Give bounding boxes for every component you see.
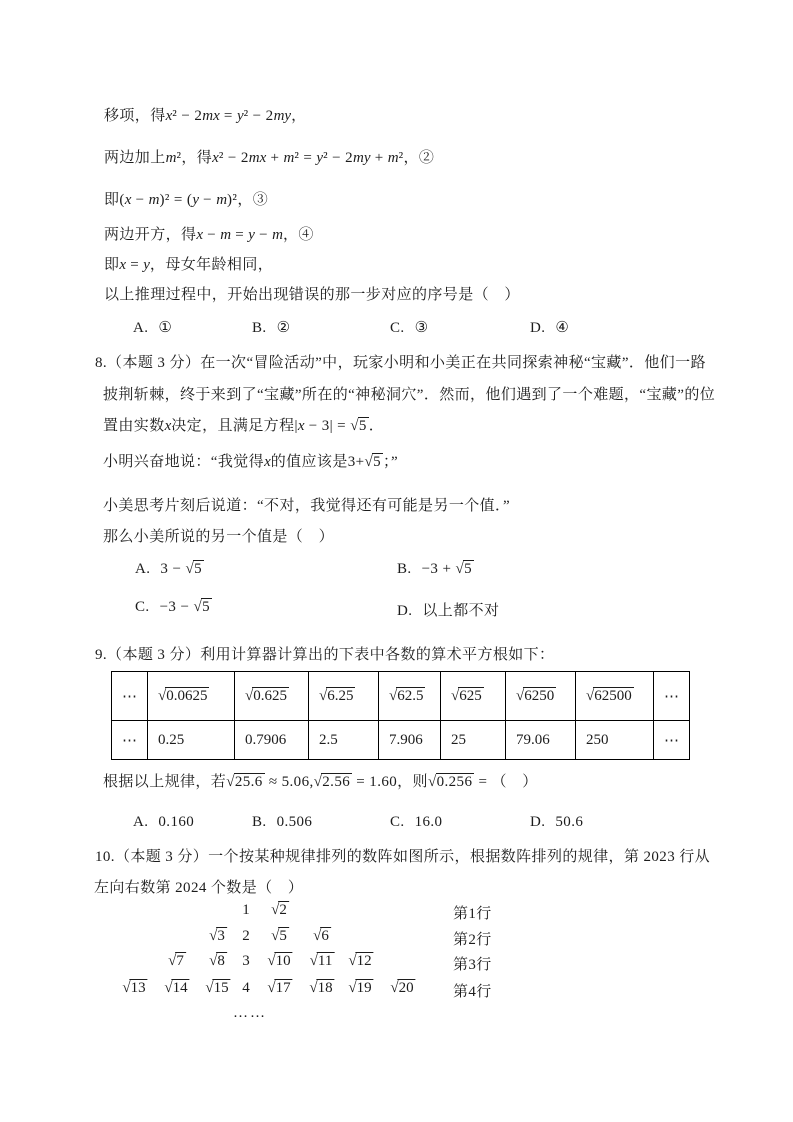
array-cell: 3 [242,953,250,969]
table-cell-ellipsis: ⋯ [654,672,690,721]
q8-options-row-1 [0,561,793,587]
array-cell: 2 [242,928,250,944]
q9-rule-line: 根据以上规律，若√25.6 ≈ 5.06,√2.56 = 1.60，则√0.256 = （ ） [103,774,538,790]
number-array-row-4 [0,980,793,1004]
q9-option-c [390,814,442,831]
option-value: 16.0 [414,814,443,830]
table-cell: 0.25 [148,721,235,760]
q8-options-row-2 [0,599,793,625]
q9-option-b [252,814,312,831]
q7-option-b [252,318,290,337]
table-cell: 2.5 [309,721,379,760]
table-cell: 7.906 [379,721,441,760]
option-value: 0.506 [276,814,313,830]
q8-text-line-3: 置由实数x决定，且满足方程|x − 3| = √5 ． [103,418,385,434]
q8-text-line-1: 8.（本题 3 分）在一次“冒险活动”中，玩家小明和小美正在共同探索神秘“宝藏”．他们一路 [95,355,706,371]
q8-xiaoming-quote: 小明兴奋地说：“我觉得x的值应该是3+√5 ；” [103,454,399,470]
array-cell: √17 [267,980,291,996]
option-value: −3 − √5 [159,599,211,615]
table-cell: √62500 [576,672,654,721]
option-label: A. [133,814,149,830]
array-cell: √7 [168,953,184,969]
option-value: ① [158,320,173,336]
array-row-label: 第3行 [453,957,492,973]
q9-option-a [133,814,194,831]
option-label: C. [390,814,405,830]
array-cell: 4 [242,980,250,996]
q7-option-a [133,318,172,337]
table-cell: √6250 [506,672,576,721]
option-label: B. [252,320,267,336]
table-cell: √6.25 [309,672,379,721]
q7-option-d [530,318,569,337]
array-ellipsis: …… [233,1005,267,1021]
q7-step-2: 两边加上m²，得x² − 2mx + m² = y² − 2my + m²，② [104,150,435,166]
option-label: D. [530,320,546,336]
array-cell: √19 [348,980,372,996]
option-value: 0.160 [158,814,195,830]
table-cell-ellipsis: ⋯ [112,672,148,721]
q8-question-line: 那么小美所说的另一个值是（ ） [103,529,335,545]
option-label: A. [133,320,149,336]
q8-xiaomei-quote: 小美思考片刻后说道：“不对，我觉得还有可能是另一个值．” [103,498,511,514]
table-cell: √0.0625 [148,672,235,721]
table-cell: √0.625 [235,672,309,721]
option-value: ② [276,320,291,336]
option-label: D. [397,603,413,619]
option-value: 50.6 [555,814,584,830]
q8-option-a [135,561,204,578]
option-label: A. [135,561,151,577]
array-cell: √18 [309,980,333,996]
q7-step-5: 即x = y，母女年龄相同， [104,257,274,273]
array-cell: √10 [267,953,291,969]
number-array-row-2 [0,928,793,952]
option-value: ③ [414,320,429,336]
q10-text-line-1: 10.（本题 3 分）一个按某种规律排列的数阵如图所示，根据数阵排列的规律，第 2023 行从 [95,849,711,865]
array-row-label: 第1行 [453,906,492,922]
array-cell: √15 [205,980,229,996]
q7-step-4: 两边开方，得x − m = y − m，④ [104,227,314,243]
q8-option-d [397,599,499,620]
array-cell: √3 [209,928,225,944]
array-cell: √11 [309,953,333,969]
option-label: C. [390,320,405,336]
option-value: −3 + √5 [421,561,473,577]
sqrt-table [111,671,690,760]
option-label: B. [397,561,412,577]
q8-option-b [397,561,474,578]
array-cell: 1 [242,902,250,918]
q8-text-line-2: 披荆斩棘，终于来到了“宝藏”所在的“神秘洞穴”．然而，他们遇到了一个难题，“宝藏”的位 [103,387,716,403]
table-cell: 250 [576,721,654,760]
array-cell: √20 [390,980,414,996]
q7-step-3: 即(x − m)² = (y − m)²，③ [104,192,269,208]
array-cell: √8 [209,953,225,969]
q7-options-row [0,318,793,344]
table-cell: 79.06 [506,721,576,760]
option-label: B. [252,814,267,830]
array-cell: √5 [271,928,287,944]
sqrt-table-row-values [112,721,690,760]
number-array-row-1 [0,902,793,926]
array-cell: √6 [313,928,329,944]
array-cell: √2 [271,902,287,918]
array-cell: √12 [348,953,372,969]
option-value: 以上都不对 [422,603,500,619]
q10-text-line-2: 左向右数第 2024 个数是（ ） [94,880,304,896]
array-row-label: 第4行 [453,984,492,1000]
option-label: D. [530,814,546,830]
table-cell-ellipsis: ⋯ [112,721,148,760]
table-cell: 25 [441,721,506,760]
option-label: C. [135,599,150,615]
array-row-label: 第2行 [453,932,492,948]
table-cell: √62.5 [379,672,441,721]
q9-intro-line: 9.（本题 3 分）利用计算器计算出的下表中各数的算术平方根如下： [95,647,555,663]
q9-option-d [530,814,583,831]
table-cell: √625 [441,672,506,721]
q7-step-1: 移项，得x² − 2mx = y² − 2my， [104,108,307,124]
q9-options-row [0,814,793,840]
number-array-row-3 [0,953,793,977]
array-cell: √13 [122,980,146,996]
q7-option-c [390,318,428,337]
q7-question-line: 以上推理过程中，开始出现错误的那一步对应的序号是（ ） [104,287,520,303]
sqrt-table-row-radicands [112,672,690,721]
q8-option-c [135,599,212,616]
table-cell: 0.7906 [235,721,309,760]
option-value: 3 − √5 [160,561,202,577]
option-value: ④ [555,320,570,336]
array-cell: √14 [164,980,188,996]
table-cell-ellipsis: ⋯ [654,721,690,760]
